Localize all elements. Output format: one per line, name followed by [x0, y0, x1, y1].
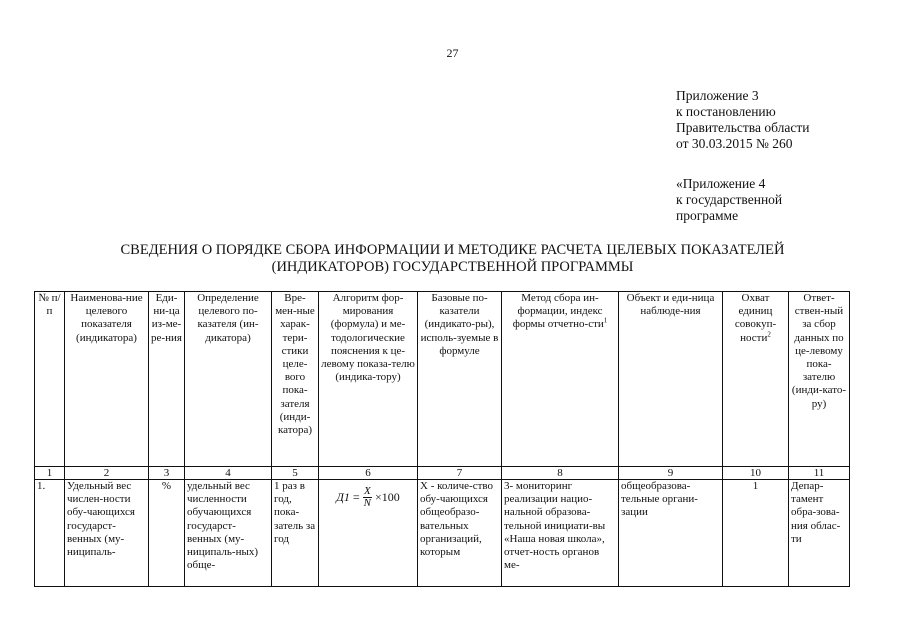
header-text: Охват единиц совокуп-ности — [734, 292, 777, 344]
base-indicators: X - количе-ство обу-чающихся общеобразо-вательных организаций, которым — [418, 480, 502, 587]
appendix-line: от 30.03.2015 № 260 — [676, 136, 793, 151]
header-cell: Наименова-ние целевого показателя (индикатора) — [65, 292, 149, 467]
header-cell: Ответ-ствен-ный за сбор данных по це-левому пока-зателю (инди-като-ру) — [789, 292, 850, 467]
appendix-line: Приложение 3 — [676, 88, 759, 103]
column-number-row — [35, 467, 850, 480]
column-number: 5 — [272, 467, 319, 480]
page-number: 27 — [446, 46, 459, 60]
footnote-mark: 1 — [603, 316, 608, 325]
appendix-line: к государственной — [676, 192, 783, 207]
table-row — [35, 480, 850, 587]
appendix-line: Правительства области — [676, 120, 810, 135]
header-text: Метод сбора ин-формации, индекс формы отчетно-сти — [512, 292, 604, 331]
header-cell: № п/п — [35, 292, 65, 467]
column-number: 3 — [149, 467, 185, 480]
indicators-table — [34, 291, 850, 587]
header-cell: Еди-ни-ца из-ме-ре-ния — [149, 292, 185, 467]
row-number: 1. — [35, 480, 65, 587]
column-number: 2 — [65, 467, 149, 480]
title-line: (ИНДИКАТОРОВ) ГОСУДАРСТВЕННОЙ ПРОГРАММЫ — [271, 259, 634, 275]
header-cell: Объект и еди-ница наблюде-ния — [619, 292, 723, 467]
formula-equals: = — [352, 489, 360, 504]
column-number: 9 — [619, 467, 723, 480]
appendix-reference — [676, 88, 809, 152]
header-cell: Алгоритм фор-мирования (формула) и ме-тодологические пояснения к це-левому показа-телю (индика-тору) — [319, 292, 418, 467]
title-line: СВЕДЕНИЯ О ПОРЯДКЕ СБОРА ИНФОРМАЦИИ И МЕТОДИКЕ РАСЧЕТА ЦЕЛЕВЫХ ПОКАЗАТЕЛЕЙ — [120, 242, 785, 258]
header-cell: Базовые по-казатели (индикато-ры), исполь-зуемые в формуле — [418, 292, 502, 467]
column-number: 6 — [319, 467, 418, 480]
formula — [336, 486, 400, 509]
document-title — [60, 242, 845, 276]
column-number: 4 — [185, 467, 272, 480]
footnote-mark: 2 — [767, 329, 771, 338]
column-number: 8 — [502, 467, 619, 480]
collection-method: 3- мониторинг реализации нацио-нальной образова-тельной инициати-вы «Наша новая школа», отчет-ность органов ме- — [502, 480, 619, 587]
column-number: 10 — [723, 467, 789, 480]
unit-of-measure: % — [149, 480, 185, 587]
formula-lhs: Д1 — [336, 489, 350, 504]
header-cell — [502, 292, 619, 467]
time-characteristics: 1 раз в год, пока-затель за год — [272, 480, 319, 587]
appendix-line: «Приложение 4 — [676, 176, 766, 191]
observation-object: общеобразова-тельные органи-зации — [619, 480, 723, 587]
appendix-line: программе — [676, 208, 739, 223]
formula-fraction — [363, 486, 372, 509]
formula-numerator: X — [363, 485, 371, 497]
header-cell: Определение целевого по-казателя (ин-дикатора) — [185, 292, 272, 467]
appendix-line: к постановлению — [676, 104, 776, 119]
responsible-body: Депар-тамент обра-зова-ния облас-ти — [789, 480, 850, 587]
coverage: 1 — [723, 480, 789, 587]
program-appendix-reference — [676, 176, 782, 224]
header-cell — [723, 292, 789, 467]
column-number: 1 — [35, 467, 65, 480]
header-row — [35, 292, 850, 467]
formula-denominator: N — [363, 497, 371, 509]
header-cell: Вре-мен-ные харак-тери-стики целе-вого пока-зателя (инди-катора) — [272, 292, 319, 467]
formula-cell — [319, 480, 418, 587]
column-number: 11 — [789, 467, 850, 480]
column-number: 7 — [418, 467, 502, 480]
indicator-name: Удельный вес числен-ности обу-чающихся государст-венных (му-ниципаль- — [65, 480, 149, 587]
formula-multiplier: ×100 — [374, 489, 400, 504]
indicator-definition: удельный вес численности обучающихся государст-венных (му-ниципаль-ных) обще- — [185, 480, 272, 587]
